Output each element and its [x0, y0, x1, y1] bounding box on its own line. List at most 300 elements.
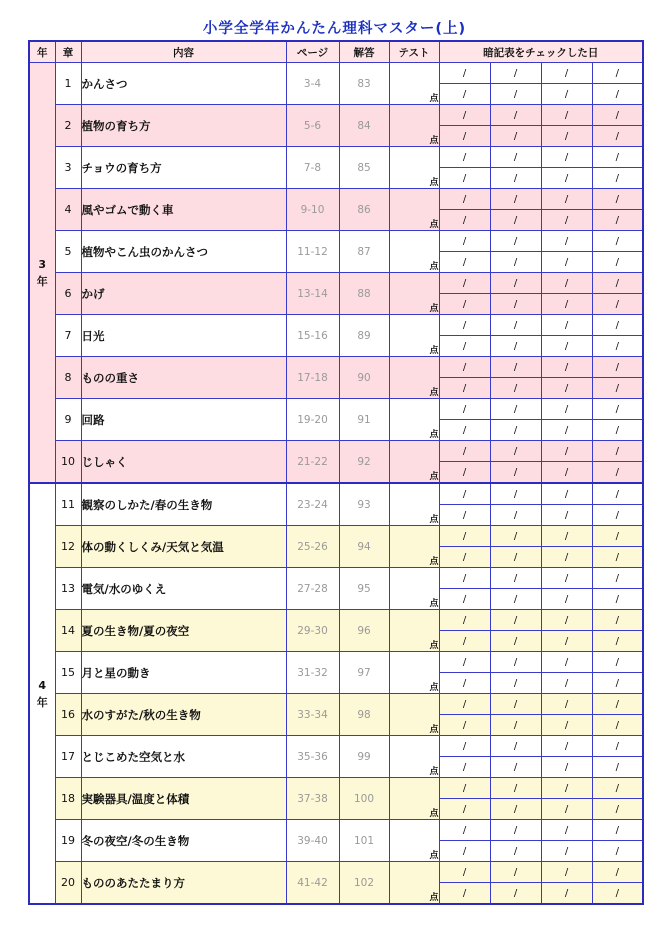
answer-page: 85 — [339, 147, 389, 189]
page-range: 39-40 — [286, 820, 339, 862]
check-date-field[interactable]: / — [490, 168, 541, 189]
check-date-field[interactable]: / — [490, 126, 541, 147]
check-date-field[interactable]: / — [439, 483, 490, 505]
score-unit: 点 — [429, 388, 439, 398]
chapter-number: 2 — [55, 105, 81, 147]
check-date-field[interactable]: / — [490, 252, 541, 273]
page-range: 25-26 — [286, 526, 339, 568]
chapter-content: かげ — [81, 273, 286, 315]
check-date-field[interactable]: / — [439, 420, 490, 441]
check-date-field[interactable]: / — [541, 462, 592, 484]
chapter-number: 1 — [55, 63, 81, 105]
check-date-field[interactable]: / — [490, 420, 541, 441]
check-date-field[interactable]: / — [541, 631, 592, 652]
page-range: 23-24 — [286, 483, 339, 526]
chapter-number: 7 — [55, 315, 81, 357]
year-suffix: 年 — [36, 695, 48, 709]
check-date-field[interactable]: / — [439, 189, 490, 210]
chapter-content: 夏の生き物/夏の夜空 — [81, 610, 286, 652]
answer-page: 98 — [339, 694, 389, 736]
check-date-field[interactable]: / — [592, 63, 643, 84]
check-date-field[interactable]: / — [541, 189, 592, 210]
check-date-field[interactable]: / — [490, 189, 541, 210]
header-row — [29, 41, 643, 63]
score-unit: 点 — [429, 515, 439, 525]
check-date-field[interactable]: / — [541, 757, 592, 778]
check-date-field[interactable]: / — [490, 273, 541, 294]
chapter-content: 電気/水のゆくえ — [81, 568, 286, 610]
check-date-field[interactable]: / — [439, 778, 490, 799]
score-unit: 点 — [429, 430, 439, 440]
page-range: 35-36 — [286, 736, 339, 778]
check-date-field[interactable]: / — [490, 526, 541, 547]
check-date-field[interactable]: / — [439, 273, 490, 294]
check-date-field[interactable]: / — [592, 694, 643, 715]
check-date-field[interactable]: / — [541, 736, 592, 757]
chapter-content: ものの重さ — [81, 357, 286, 399]
chapter-content: 植物やこん虫のかんさつ — [81, 231, 286, 273]
header-check-dates: 暗記表をチェックした日 — [439, 41, 643, 63]
check-date-field[interactable]: / — [439, 673, 490, 694]
answer-page: 83 — [339, 63, 389, 105]
check-date-field[interactable]: / — [541, 778, 592, 799]
chapter-number: 14 — [55, 610, 81, 652]
chapter-number: 19 — [55, 820, 81, 862]
answer-page: 87 — [339, 231, 389, 273]
chapter-number: 13 — [55, 568, 81, 610]
check-date-field[interactable]: / — [541, 589, 592, 610]
check-date-field[interactable]: / — [490, 862, 541, 883]
check-date-field[interactable]: / — [439, 315, 490, 336]
check-date-field[interactable]: / — [592, 820, 643, 841]
check-date-field[interactable]: / — [439, 547, 490, 568]
check-date-field[interactable]: / — [592, 799, 643, 820]
score-unit: 点 — [429, 641, 439, 651]
check-date-field[interactable]: / — [490, 883, 541, 905]
page-range: 21-22 — [286, 441, 339, 484]
check-date-field[interactable]: / — [490, 694, 541, 715]
check-date-field[interactable]: / — [541, 799, 592, 820]
check-date-field[interactable]: / — [541, 883, 592, 905]
chapter-number: 4 — [55, 189, 81, 231]
check-date-field[interactable]: / — [439, 736, 490, 757]
check-date-field[interactable]: / — [439, 147, 490, 168]
check-date-field[interactable]: / — [592, 778, 643, 799]
check-date-field[interactable]: / — [439, 441, 490, 462]
check-date-field[interactable]: / — [490, 294, 541, 315]
check-date-field[interactable]: / — [490, 631, 541, 652]
page-range: 17-18 — [286, 357, 339, 399]
check-date-field[interactable]: / — [490, 441, 541, 462]
check-date-field[interactable]: / — [439, 526, 490, 547]
check-date-field[interactable]: / — [490, 483, 541, 505]
answer-page: 89 — [339, 315, 389, 357]
check-date-field[interactable]: / — [439, 568, 490, 589]
score-unit: 点 — [429, 304, 439, 314]
check-date-field[interactable]: / — [592, 862, 643, 883]
check-date-field[interactable]: / — [439, 715, 490, 736]
answer-page: 97 — [339, 652, 389, 694]
answer-page: 84 — [339, 105, 389, 147]
check-date-field[interactable]: / — [439, 252, 490, 273]
table-row — [29, 778, 643, 799]
check-date-field[interactable]: / — [592, 462, 643, 484]
check-date-field[interactable]: / — [490, 652, 541, 673]
check-date-field[interactable]: / — [592, 126, 643, 147]
check-date-field[interactable]: / — [541, 126, 592, 147]
score-unit: 点 — [429, 725, 439, 735]
check-date-field[interactable]: / — [592, 252, 643, 273]
check-date-field[interactable]: / — [541, 441, 592, 462]
chapter-number: 15 — [55, 652, 81, 694]
test-score-field[interactable] — [389, 778, 439, 820]
table-row — [29, 736, 643, 757]
check-date-field[interactable]: / — [490, 210, 541, 231]
check-date-field[interactable]: / — [541, 420, 592, 441]
table-row — [29, 231, 643, 252]
check-date-field[interactable]: / — [541, 147, 592, 168]
check-date-field[interactable]: / — [439, 757, 490, 778]
table-row — [29, 694, 643, 715]
check-date-field[interactable]: / — [592, 210, 643, 231]
check-date-field[interactable]: / — [439, 105, 490, 126]
check-date-field[interactable]: / — [541, 399, 592, 420]
check-date-field[interactable]: / — [541, 483, 592, 505]
chapter-content: 冬の夜空/冬の生き物 — [81, 820, 286, 862]
check-date-field[interactable]: / — [490, 357, 541, 378]
check-date-field[interactable]: / — [490, 568, 541, 589]
check-date-field[interactable]: / — [541, 315, 592, 336]
table-row — [29, 526, 643, 547]
year-suffix: 年 — [36, 274, 48, 288]
check-date-field[interactable]: / — [490, 715, 541, 736]
check-date-field[interactable]: / — [541, 673, 592, 694]
test-score-field[interactable] — [389, 147, 439, 189]
page-range: 11-12 — [286, 231, 339, 273]
table-row — [29, 189, 643, 210]
check-date-field[interactable]: / — [439, 399, 490, 420]
chapter-number: 5 — [55, 231, 81, 273]
check-date-field[interactable]: / — [439, 652, 490, 673]
header-page: ページ — [286, 41, 339, 63]
score-unit: 点 — [429, 472, 439, 482]
score-unit: 点 — [429, 220, 439, 230]
page-range: 37-38 — [286, 778, 339, 820]
check-date-field[interactable]: / — [592, 715, 643, 736]
check-date-field[interactable]: / — [490, 231, 541, 252]
check-date-field[interactable]: / — [592, 631, 643, 652]
check-date-field[interactable]: / — [592, 736, 643, 757]
test-score-field[interactable] — [389, 736, 439, 778]
answer-page: 88 — [339, 273, 389, 315]
test-score-field[interactable] — [389, 610, 439, 652]
test-score-field[interactable] — [389, 231, 439, 273]
check-date-field[interactable]: / — [490, 336, 541, 357]
test-score-field[interactable] — [389, 189, 439, 231]
answer-page: 90 — [339, 357, 389, 399]
chapter-number: 17 — [55, 736, 81, 778]
table-row — [29, 441, 643, 462]
check-date-field[interactable]: / — [439, 820, 490, 841]
chapter-number: 10 — [55, 441, 81, 484]
check-date-field[interactable]: / — [439, 357, 490, 378]
check-date-field[interactable]: / — [541, 357, 592, 378]
check-date-field[interactable]: / — [439, 63, 490, 84]
check-date-field[interactable]: / — [592, 652, 643, 673]
check-date-field[interactable]: / — [592, 505, 643, 526]
check-date-field[interactable]: / — [592, 399, 643, 420]
answer-page: 86 — [339, 189, 389, 231]
check-date-field[interactable]: / — [541, 862, 592, 883]
test-score-field[interactable] — [389, 315, 439, 357]
check-date-field[interactable]: / — [439, 799, 490, 820]
test-score-field[interactable] — [389, 399, 439, 441]
check-date-field[interactable]: / — [439, 505, 490, 526]
table-row — [29, 610, 643, 631]
check-date-field[interactable]: / — [490, 315, 541, 336]
check-date-field[interactable]: / — [439, 589, 490, 610]
check-date-field[interactable]: / — [490, 147, 541, 168]
answer-page: 93 — [339, 483, 389, 526]
check-date-field[interactable]: / — [541, 84, 592, 105]
score-unit: 点 — [429, 178, 439, 188]
check-date-field[interactable]: / — [592, 610, 643, 631]
test-score-field[interactable] — [389, 526, 439, 568]
check-date-field[interactable]: / — [439, 231, 490, 252]
chapter-content: 植物の育ち方 — [81, 105, 286, 147]
chapter-number: 3 — [55, 147, 81, 189]
chapter-number: 9 — [55, 399, 81, 441]
answer-page: 102 — [339, 862, 389, 905]
check-date-field[interactable]: / — [439, 126, 490, 147]
chapter-content: もののあたたまり方 — [81, 862, 286, 905]
check-date-field[interactable]: / — [439, 336, 490, 357]
check-date-field[interactable]: / — [592, 273, 643, 294]
chapter-number: 18 — [55, 778, 81, 820]
table-row — [29, 820, 643, 841]
check-date-field[interactable]: / — [592, 526, 643, 547]
page-range: 31-32 — [286, 652, 339, 694]
chapter-content: 水のすがた/秋の生き物 — [81, 694, 286, 736]
check-date-field[interactable]: / — [592, 231, 643, 252]
check-date-field[interactable]: / — [541, 841, 592, 862]
check-date-field[interactable]: / — [592, 84, 643, 105]
check-date-field[interactable]: / — [541, 273, 592, 294]
table-row — [29, 652, 643, 673]
page-range: 15-16 — [286, 315, 339, 357]
check-date-field[interactable]: / — [541, 568, 592, 589]
answer-page: 92 — [339, 441, 389, 484]
check-date-field[interactable]: / — [592, 315, 643, 336]
check-date-field[interactable]: / — [490, 505, 541, 526]
page-title: 小学全学年かんたん理科マスター(上) — [202, 21, 467, 37]
table-row — [29, 105, 643, 126]
check-date-field[interactable]: / — [490, 757, 541, 778]
chapter-content: チョウの育ち方 — [81, 147, 286, 189]
check-date-field[interactable]: / — [439, 168, 490, 189]
chapter-content: 観察のしかた/春の生き物 — [81, 483, 286, 526]
check-date-field[interactable]: / — [490, 841, 541, 862]
test-score-field[interactable] — [389, 694, 439, 736]
check-date-field[interactable]: / — [490, 778, 541, 799]
check-date-field[interactable]: / — [541, 336, 592, 357]
check-date-field[interactable]: / — [592, 294, 643, 315]
year-number: 3 — [38, 257, 47, 271]
check-date-field[interactable]: / — [439, 631, 490, 652]
check-date-field[interactable]: / — [439, 294, 490, 315]
check-date-field[interactable]: / — [439, 694, 490, 715]
check-date-field[interactable]: / — [592, 147, 643, 168]
check-date-field[interactable]: / — [541, 168, 592, 189]
check-date-field[interactable]: / — [541, 820, 592, 841]
answer-page: 100 — [339, 778, 389, 820]
test-score-field[interactable] — [389, 652, 439, 694]
check-date-field[interactable]: / — [490, 63, 541, 84]
chapter-content: 体の動くしくみ/天気と気温 — [81, 526, 286, 568]
header-answer: 解答 — [339, 41, 389, 63]
chapter-number: 6 — [55, 273, 81, 315]
answer-page: 91 — [339, 399, 389, 441]
header-content: 内容 — [81, 41, 286, 63]
page-range: 5-6 — [286, 105, 339, 147]
check-date-field[interactable]: / — [541, 105, 592, 126]
check-date-field[interactable]: / — [439, 210, 490, 231]
page-range: 41-42 — [286, 862, 339, 905]
table-row — [29, 399, 643, 420]
check-date-field[interactable]: / — [490, 378, 541, 399]
check-date-field[interactable]: / — [490, 820, 541, 841]
study-record-table — [28, 40, 644, 905]
chapter-number: 20 — [55, 862, 81, 905]
check-date-field[interactable]: / — [592, 883, 643, 905]
test-score-field[interactable] — [389, 105, 439, 147]
chapter-content: とじこめた空気と水 — [81, 736, 286, 778]
test-score-field[interactable] — [389, 357, 439, 399]
answer-page: 99 — [339, 736, 389, 778]
check-date-field[interactable]: / — [592, 757, 643, 778]
check-date-field[interactable]: / — [490, 610, 541, 631]
page-range: 7-8 — [286, 147, 339, 189]
check-date-field[interactable]: / — [541, 63, 592, 84]
chapter-content: 風やゴムで動く車 — [81, 189, 286, 231]
check-date-field[interactable]: / — [490, 84, 541, 105]
year-number: 4 — [38, 678, 47, 692]
table-row — [29, 862, 643, 883]
answer-page: 96 — [339, 610, 389, 652]
check-date-field[interactable]: / — [592, 336, 643, 357]
check-date-field[interactable]: / — [439, 610, 490, 631]
check-date-field[interactable]: / — [592, 378, 643, 399]
score-unit: 点 — [429, 893, 439, 903]
chapter-content: 実験器具/温度と体積 — [81, 778, 286, 820]
score-unit: 点 — [429, 346, 439, 356]
chapter-number: 16 — [55, 694, 81, 736]
chapter-content: 日光 — [81, 315, 286, 357]
check-date-field[interactable]: / — [592, 589, 643, 610]
chapter-number: 12 — [55, 526, 81, 568]
check-date-field[interactable]: / — [439, 378, 490, 399]
check-date-field[interactable]: / — [592, 568, 643, 589]
test-score-field[interactable] — [389, 568, 439, 610]
check-date-field[interactable]: / — [439, 841, 490, 862]
header-chapter: 章 — [55, 41, 81, 63]
score-unit: 点 — [429, 262, 439, 272]
check-date-field[interactable]: / — [541, 231, 592, 252]
score-unit: 点 — [429, 557, 439, 567]
header-year: 年 — [29, 41, 55, 63]
check-date-field[interactable]: / — [592, 357, 643, 378]
chapter-content: 月と星の動き — [81, 652, 286, 694]
check-date-field[interactable]: / — [490, 462, 541, 484]
check-date-field[interactable]: / — [592, 168, 643, 189]
check-date-field[interactable]: / — [541, 505, 592, 526]
check-date-field[interactable]: / — [592, 441, 643, 462]
page-range: 13-14 — [286, 273, 339, 315]
check-date-field[interactable]: / — [439, 462, 490, 484]
check-date-field[interactable]: / — [541, 694, 592, 715]
test-score-field[interactable] — [389, 441, 439, 484]
page-range: 33-34 — [286, 694, 339, 736]
check-date-field[interactable]: / — [490, 799, 541, 820]
table-row — [29, 357, 643, 378]
check-date-field[interactable]: / — [592, 483, 643, 505]
check-date-field[interactable]: / — [541, 252, 592, 273]
check-date-field[interactable]: / — [490, 736, 541, 757]
test-score-field[interactable] — [389, 820, 439, 862]
test-score-field[interactable] — [389, 483, 439, 526]
check-date-field[interactable]: / — [592, 673, 643, 694]
check-date-field[interactable]: / — [541, 294, 592, 315]
page-range: 19-20 — [286, 399, 339, 441]
test-score-field[interactable] — [389, 273, 439, 315]
answer-page: 95 — [339, 568, 389, 610]
check-date-field[interactable]: / — [592, 841, 643, 862]
check-date-field[interactable]: / — [592, 547, 643, 568]
check-date-field[interactable]: / — [592, 189, 643, 210]
check-date-field[interactable]: / — [541, 210, 592, 231]
year-cell — [29, 63, 55, 484]
check-date-field[interactable]: / — [592, 420, 643, 441]
test-score-field[interactable] — [389, 862, 439, 905]
score-unit: 点 — [429, 136, 439, 146]
check-date-field[interactable]: / — [541, 610, 592, 631]
test-score-field[interactable] — [389, 63, 439, 105]
check-date-field[interactable]: / — [541, 526, 592, 547]
check-date-field[interactable]: / — [541, 652, 592, 673]
check-date-field[interactable]: / — [490, 399, 541, 420]
check-date-field[interactable]: / — [439, 883, 490, 905]
check-date-field[interactable]: / — [541, 378, 592, 399]
answer-page: 94 — [339, 526, 389, 568]
check-date-field[interactable]: / — [490, 547, 541, 568]
check-date-field[interactable]: / — [490, 589, 541, 610]
check-date-field[interactable]: / — [490, 105, 541, 126]
chapter-content: じしゃく — [81, 441, 286, 484]
check-date-field[interactable]: / — [439, 862, 490, 883]
score-unit: 点 — [429, 767, 439, 777]
check-date-field[interactable]: / — [490, 673, 541, 694]
page-range: 29-30 — [286, 610, 339, 652]
year-cell — [29, 483, 55, 904]
table-row — [29, 483, 643, 505]
table-row — [29, 273, 643, 294]
chapter-content: 回路 — [81, 399, 286, 441]
check-date-field[interactable]: / — [541, 715, 592, 736]
check-date-field[interactable]: / — [592, 105, 643, 126]
check-date-field[interactable]: / — [541, 547, 592, 568]
check-date-field[interactable]: / — [439, 84, 490, 105]
table-row — [29, 315, 643, 336]
